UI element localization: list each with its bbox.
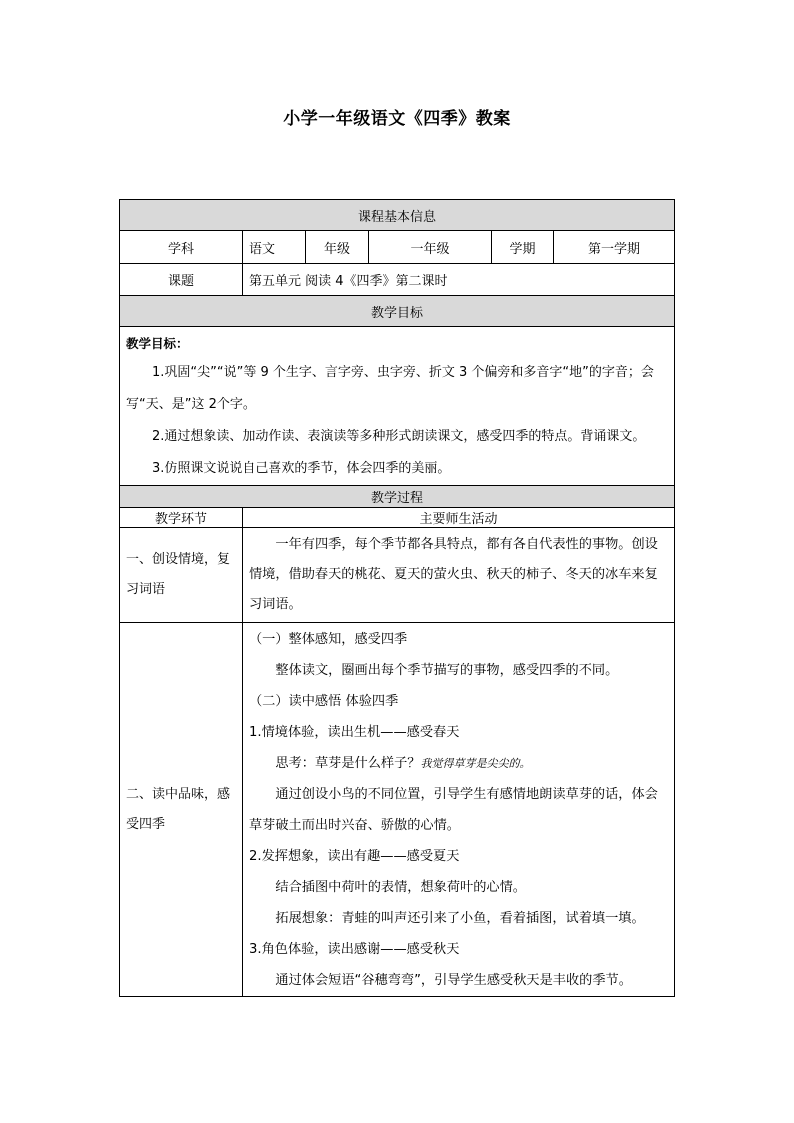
subject-value: 语文 xyxy=(243,231,306,264)
stage-2-activity xyxy=(243,623,675,997)
activity-line-9: 拓展想象：青蛙的叫声还引来了小鱼，看着插图，试着填一填。 xyxy=(275,910,645,926)
activity-line-4: 1.情境体验，读出生机——感受春天 xyxy=(249,724,460,740)
basic-info-header: 课程基本信息 xyxy=(120,200,675,231)
activity-line-5 xyxy=(249,748,668,779)
document-title: 小学一年级语文《四季》教案 xyxy=(283,109,511,129)
stage-2-name: 二、读中品味，感受四季 xyxy=(120,623,243,997)
goals-cell xyxy=(120,327,675,486)
stage-1-activity-text: 一年有四季，每个季节都各具特点，都有各自代表性的事物。创设情境，借助春天的桃花、夏天的萤火虫、秋天的柿子、冬天的冰车来复习词语。 xyxy=(249,537,658,612)
think-question: 思考：草芽是什么样子？ xyxy=(275,755,421,771)
term-label: 学期 xyxy=(492,231,554,264)
lesson-plan-table xyxy=(119,199,675,997)
goal-item-2: 2.通过想象读、加动作读、表演读等多种形式朗读课文，感受四季的特点。背诵课文。 xyxy=(152,429,646,444)
activity-line-7: 2.发挥想象，读出有趣——感受夏天 xyxy=(249,848,460,864)
activity-line-2: 整体读文，圈画出每个季节描写的事物，感受四季的不同。 xyxy=(275,662,619,678)
topic-label: 课题 xyxy=(120,264,243,296)
stage-1-name: 一、创设情境，复习词语 xyxy=(120,528,243,623)
activity-line-1: （一）整体感知，感受四季 xyxy=(249,631,408,647)
stage-1-activity xyxy=(243,528,675,623)
stage-column-header: 教学环节 xyxy=(120,508,243,528)
activity-line-8: 结合插图中荷叶的表情，想象荷叶的心情。 xyxy=(275,879,526,895)
activity-column-header: 主要师生活动 xyxy=(243,508,675,528)
goals-label: 教学目标： xyxy=(126,336,189,351)
grade-value: 一年级 xyxy=(369,231,492,264)
grade-label: 年级 xyxy=(306,231,369,264)
activity-line-6: 通过创设小鸟的不同位置，引导学生有感情地朗读草芽的话，体会草芽破土而出时兴奋、骄傲的心情。 xyxy=(249,786,658,833)
term-value: 第一学期 xyxy=(554,231,675,264)
process-header: 教学过程 xyxy=(120,486,675,508)
goal-item-3: 3.仿照课文说说自己喜欢的季节，体会四季的美丽。 xyxy=(152,461,451,476)
handwritten-answer: 我觉得草芽是尖尖的。 xyxy=(420,756,531,770)
activity-line-3: （二）读中感悟 体验四季 xyxy=(249,693,399,709)
goals-header: 教学目标 xyxy=(120,296,675,327)
subject-label: 学科 xyxy=(120,231,243,264)
activity-line-10: 3.角色体验，读出感谢——感受秋天 xyxy=(249,941,460,957)
goal-item-1: 1.巩固“尖”“说”等 9 个生字、言字旁、虫字旁、折文 3 个偏旁和多音字“地”的字音；会写“天、是”这 2个字。 xyxy=(126,365,654,412)
activity-line-11: 通过体会短语“谷穗弯弯”，引导学生感受秋天是丰收的季节。 xyxy=(275,972,632,988)
topic-value: 第五单元 阅读 4《四季》第二课时 xyxy=(243,264,675,296)
